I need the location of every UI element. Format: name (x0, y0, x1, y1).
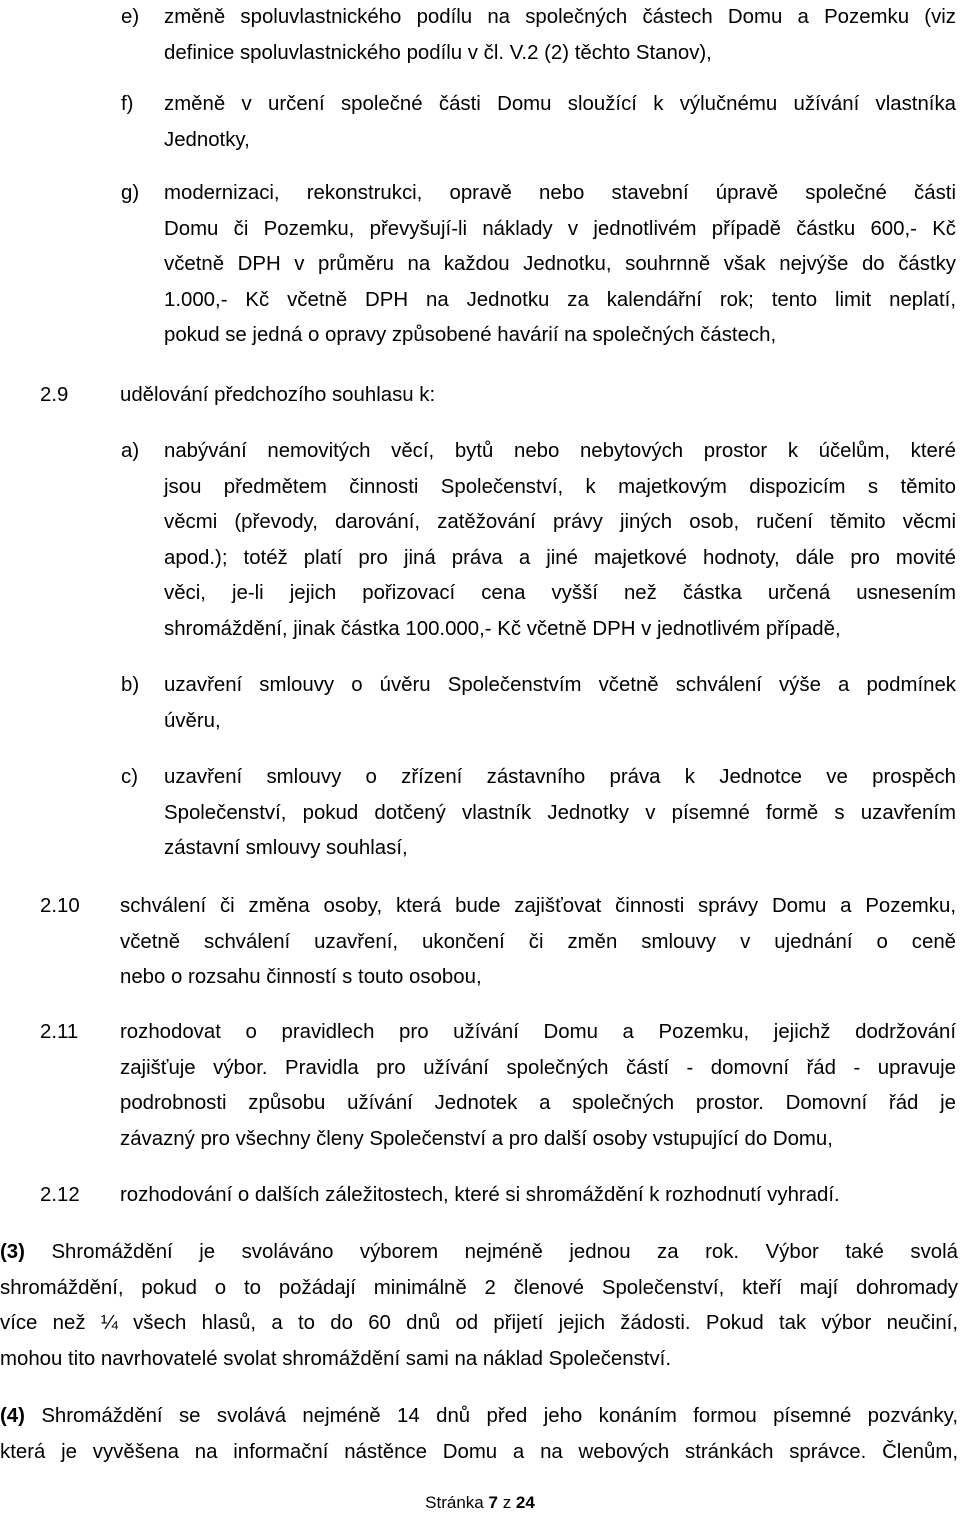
text-line: včetně schválení uzavření, ukončení či změn smlouvy v ujednání o ceně (120, 930, 956, 953)
item-text-b (164, 668, 956, 739)
text-line: která je vyvěšena na informační nástěnce Domu a na webových stránkách správce. Členům, (0, 1440, 958, 1463)
paragraph-4 (0, 1399, 958, 1470)
footer-page-number: 7 (488, 1493, 498, 1512)
page-footer (0, 1492, 960, 1514)
text-line: Společenství, pokud dotčený vlastník Jednotky v písemné formě s uzavřením (164, 801, 956, 824)
text-line: věcmi (převody, darování, zatěžování právy jiných osob, ručení těmito věcmi (164, 511, 956, 533)
text-line (0, 1235, 958, 1271)
text-line: pokud se jedná o opravy způsobené havárií na společných částech, (164, 324, 777, 346)
item-text-a (164, 434, 956, 647)
text-line: jsou předmětem činnosti Společenství, k majetkovým dispozicím s těmito (164, 475, 956, 498)
item-label-f: f) (121, 93, 134, 115)
item-text-e (164, 0, 956, 71)
text-line: Jednotky, (164, 128, 250, 151)
text-line: podrobnosti způsobu užívání Jednotek a společných prostor. Domovní řád je (120, 1092, 956, 1114)
text-line: úvěru, (164, 709, 221, 732)
item-label-b: b) (121, 674, 140, 696)
section-text-2-10 (120, 889, 956, 996)
paragraph-number-3: (3) (0, 1241, 25, 1263)
section-number-2-10: 2.10 (40, 895, 80, 917)
section-text-2-9: udělování předchozího souhlasu k: (120, 384, 436, 406)
item-label-c: c) (121, 766, 138, 788)
section-text-2-11 (120, 1015, 956, 1157)
footer-total-pages: 24 (515, 1493, 535, 1512)
text-line: modernizaci, rekonstrukci, opravě nebo stavební úpravě společné části (164, 182, 956, 204)
footer-prefix: Stránka (425, 1493, 484, 1512)
paragraph-3-first-line: Shromáždění je svoláváno výborem nejméně jednou za rok. Výbor také svolá (51, 1241, 958, 1263)
text-line: závazný pro všechny členy Společenství a pro další osoby vstupující do Domu, (120, 1127, 833, 1150)
paragraph-4-first-line: Shromáždění se svolává nejméně 14 dnů před jeho konáním formou písemné pozvánky, (41, 1405, 958, 1427)
item-text-f (164, 87, 956, 158)
text-line: rozhodovat o pravidlech pro užívání Domu a Pozemku, jejichž dodržování (120, 1021, 956, 1043)
section-number-2-9: 2.9 (40, 384, 69, 406)
text-line: 1.000,- Kč včetně DPH na Jednotku za kalendářní rok; tento limit neplatí, (164, 288, 956, 311)
item-text-c (164, 760, 956, 867)
text-line: změně v určení společné části Domu sloužící k výlučnému užívání vlastníka (164, 93, 956, 115)
text-line: uzavření smlouvy o zřízení zástavního práva k Jednotce ve prospěch (164, 766, 956, 788)
text-line: věci, je-li jejich pořizovací cena vyšší než částka určená usnesením (164, 582, 956, 604)
text-line: shromáždění, jinak částka 100.000,- Kč včetně DPH v jednotlivém případě, (164, 617, 841, 640)
item-label-a: a) (121, 440, 140, 462)
text-line: Domu či Pozemku, převyšují-li náklady v jednotlivém případě částku 600,- Kč (164, 217, 956, 240)
text-line: nebo o rozsahu činností s touto osobou, (120, 966, 482, 988)
item-label-e: e) (121, 6, 140, 28)
text-line: mohou tito navrhovatelé svolat shromáždění sami na náklad Společenství. (0, 1347, 671, 1370)
section-number-2-11: 2.11 (40, 1021, 79, 1043)
text-line: rozhodování o dalších záležitostech, které si shromáždění k rozhodnutí vyhradí. (120, 1184, 840, 1206)
text-line: shromáždění, pokud o to požádají minimálně 2 členové Společenství, kteří mají dohromady (0, 1276, 958, 1299)
paragraph-3 (0, 1235, 958, 1377)
text-line: schválení či změna osoby, která bude zajišťovat činnosti správy Domu a Pozemku, (120, 895, 956, 917)
text-line: apod.); totéž platí pro jiná práva a jiné majetkové hodnoty, dále pro movité (164, 546, 956, 569)
section-number-2-12: 2.12 (40, 1184, 80, 1206)
item-text-g (164, 176, 956, 354)
footer-sep: z (502, 1493, 512, 1512)
item-label-g: g) (121, 182, 140, 204)
text-line: zástavní smlouvy souhlasí, (164, 837, 408, 859)
text-line (0, 1399, 958, 1435)
text-line: včetně DPH v průměru na každou Jednotku, souhrnně však nejvýše do částky (164, 253, 956, 275)
text-line: nabývání nemovitých věcí, bytů nebo nebytových prostor k účelům, které (164, 440, 956, 462)
text-line: definice spoluvlastnického podílu v čl. V.2 (2) těchto Stanov), (164, 41, 712, 64)
text-line: změně spoluvlastnického podílu na společných částech Domu a Pozemku (viz (164, 6, 956, 28)
text-line: uzavření smlouvy o úvěru Společenstvím včetně schválení výše a podmínek (164, 674, 956, 696)
text-line: zajišťuje výbor. Pravidla pro užívání společných částí - domovní řád - upravuje (120, 1056, 956, 1079)
section-text-2-12 (120, 1178, 956, 1214)
paragraph-number-4: (4) (0, 1405, 25, 1427)
text-line: více než ¼ všech hlasů, a to do 60 dnů od přijetí jejich žádosti. Pokud tak výbor neučiní, (0, 1312, 958, 1334)
